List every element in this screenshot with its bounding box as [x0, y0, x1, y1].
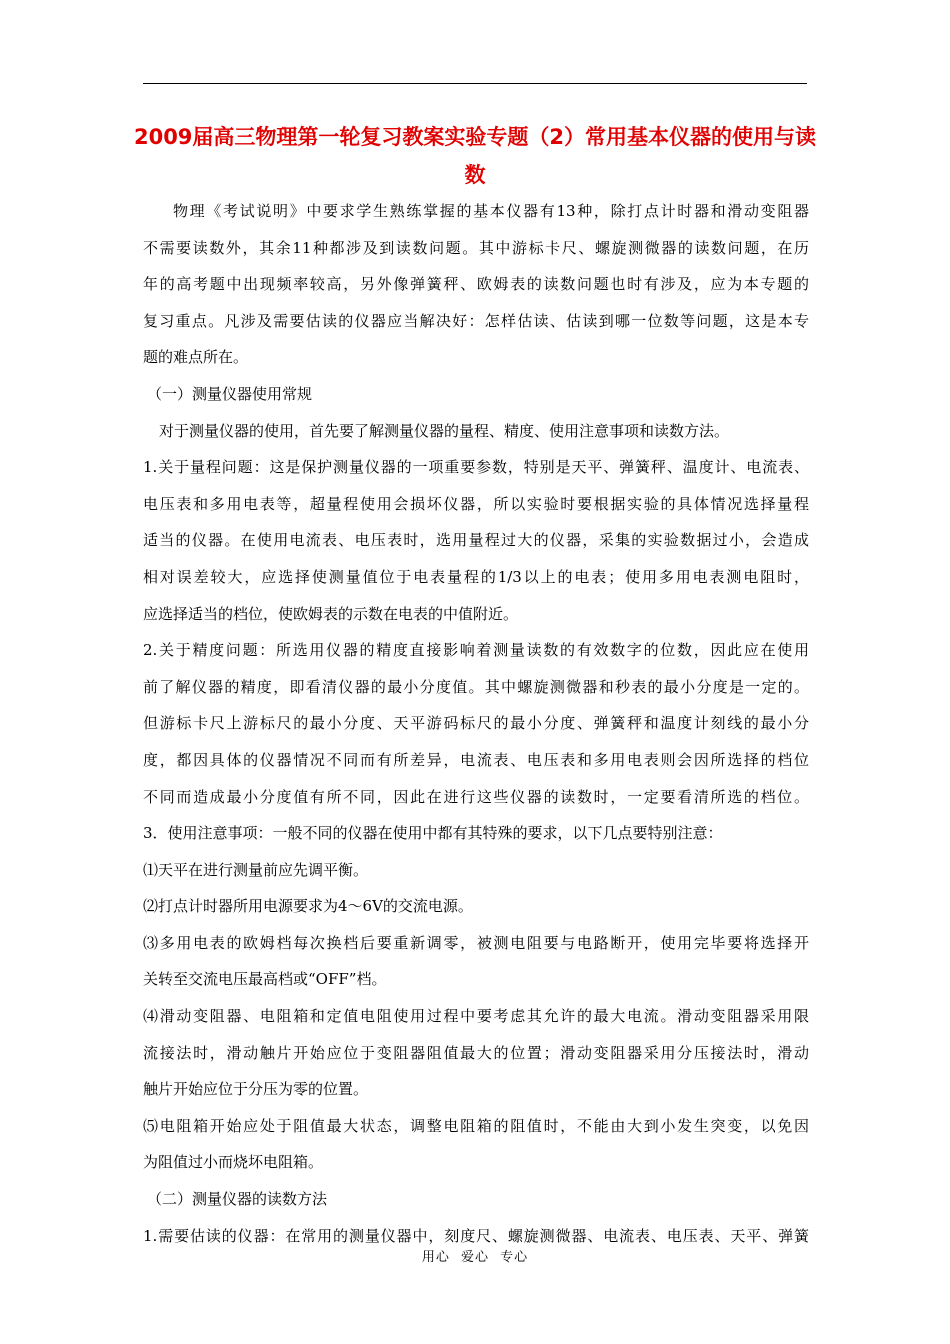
paragraph-line: 1.需要估读的仪器：在常用的测量仪器中，刻度尺、螺旋测微器、电流表、电压表、天平、弹簧 [143, 1226, 809, 1245]
paragraph-line: 题的难点所在。 [143, 348, 249, 367]
paragraph-line: 前了解仪器的精度，即看清仪器的最小分度值。其中螺旋测微器和秒表的最小分度是一定的。 [143, 677, 809, 696]
list-item: ⑷滑动变阻器、电阻箱和定值电阻使用过程中要考虑其允许的最大电流。滑动变阻器采用限 [143, 1007, 809, 1026]
paragraph-line: 应选择适当的档位，使欧姆表的示数在电表的中值附近。 [143, 604, 519, 623]
paragraph-line: 不同而造成最小分度值有所不同，因此在进行这些仪器的读数时，一定要看清所选的档位。 [143, 787, 809, 806]
document-title: 2009届高三物理第一轮复习教案实验专题（2）常用基本仪器的使用与读数 [133, 125, 817, 187]
paragraph-line: 2.关于精度问题：所选用仪器的精度直接影响着测量读数的有效数字的位数，因此应在使用 [143, 641, 809, 660]
list-item: ⑸电阻箱开始应处于阻值最大状态，调整电阻箱的阻值时，不能由大到小发生突变，以免因 [143, 1116, 809, 1135]
paragraph-line: 对于测量仪器的使用，首先要了解测量仪器的量程、精度、使用注意事项和读数方法。 [159, 421, 730, 440]
list-item-continuation: 触片开始应位于分压为零的位置。 [143, 1080, 369, 1099]
list-item-continuation: 为阻值过小而烧坏电阻箱。 [143, 1153, 324, 1172]
paragraph-line: 电压表和多用电表等，超量程使用会损坏仪器，所以实验时要根据实验的具体情况选择量程 [143, 494, 809, 513]
paragraph-line: 但游标卡尺上游标尺的最小分度、天平游码标尺的最小分度、弹簧秤和温度计刻线的最小分 [143, 714, 809, 733]
paragraph-line: 年的高考题中出现频率较高，另外像弹簧秤、欧姆表的读数问题也时有涉及，应为本专题的 [143, 275, 809, 294]
paragraph-line: 复习重点。凡涉及需要估读的仪器应当解决好：怎样估读、估读到哪一位数等问题，这是本专 [143, 311, 809, 330]
section-heading: （一）测量仪器使用常规 [147, 384, 313, 403]
page-footer: 用心 爱心 专心 [421, 1250, 529, 1265]
section-heading: （二）测量仪器的读数方法 [147, 1190, 328, 1209]
paragraph-line: 适当的仪器。在使用电流表、电压表时，选用量程过大的仪器，采集的实验数据过小，会造成 [143, 531, 809, 550]
list-item: ⑶多用电表的欧姆档每次换档后要重新调零，被测电阻要与电路断开，使用完毕要将选择开 [143, 933, 809, 952]
paragraph-line: 1.关于量程问题：这是保护测量仪器的一项重要参数，特别是天平、弹簧秤、温度计、电流表、 [143, 458, 809, 477]
paragraph-line: 不需要读数外，其余11种都涉及到读数问题。其中游标卡尺、螺旋测微器的读数问题，在历 [143, 238, 809, 257]
paragraph-line: 物理《考试说明》中要求学生熟练掌握的基本仪器有13种，除打点计时器和滑动变阻器 [173, 202, 809, 220]
paragraph-line: 3．使用注意事项：一般不同的仪器在使用中都有其特殊的要求，以下几点要特别注意： [143, 824, 723, 843]
header-rule [143, 83, 807, 84]
paragraph-line: 度，都因具体的仪器情况不同而有所差异，电流表、电压表和多用电表则会因所选择的档位 [143, 750, 809, 769]
list-item: ⑴天平在进行测量前应先调平衡。 [143, 860, 369, 879]
list-item-continuation: 关转至交流电压最高档或“OFF”档。 [143, 970, 387, 989]
paragraph-line: 相对误差较大，应选择使测量值位于电表量程的1/3以上的电表；使用多用电表测电阻时， [143, 567, 809, 586]
document-body [143, 193, 809, 1254]
list-item: ⑵打点计时器所用电源要求为4～6V的交流电源。 [143, 897, 473, 916]
list-item-continuation: 流接法时，滑动触片开始应位于变阻器阻值最大的位置；滑动变阻器采用分压接法时，滑动 [143, 1043, 809, 1062]
